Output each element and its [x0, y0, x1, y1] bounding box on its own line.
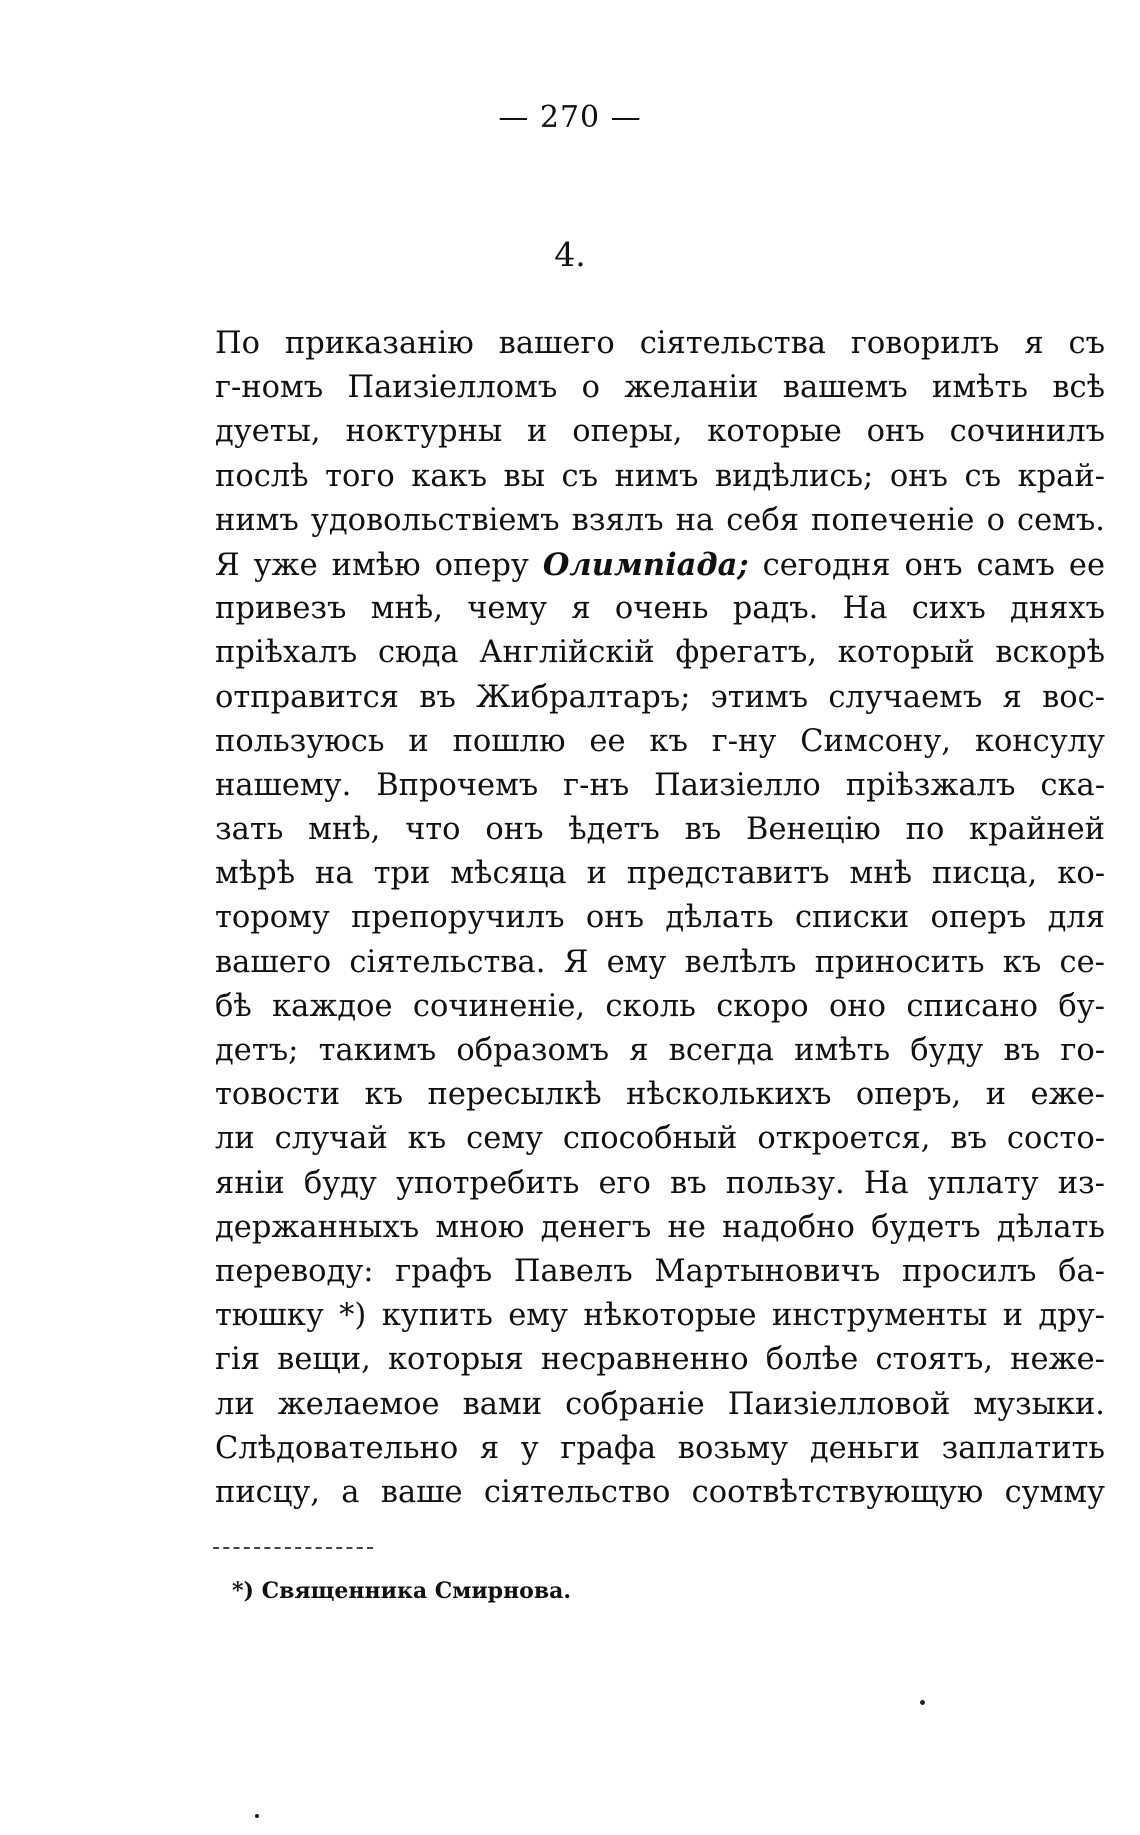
- page-number: — 270 —: [498, 100, 642, 135]
- text-line: привезъ мнѣ, чему я очень радъ. На сихъ дняхъ: [215, 591, 1105, 627]
- text-line: Слѣдовательно я у графа возьму деньги заплатить: [215, 1430, 1105, 1466]
- text-line: По приказанію вашего сіятельства говорилъ я съ: [215, 326, 1105, 361]
- text-line: ли желаемое вами собраніе Паизіелловой музыки.: [215, 1386, 1105, 1422]
- text-line: дуеты, ноктурны и оперы, которые онъ сочинилъ: [215, 414, 1105, 450]
- text-line: яніи буду употребить его въ пользу. На уплату из-: [215, 1165, 1105, 1201]
- body-text: [215, 322, 1105, 1515]
- text-line: вашего сіятельства. Я ему велѣлъ приносить къ се-: [215, 944, 1105, 980]
- text-line: тюшку *) купить ему нѣкоторые инструменты и дру-: [215, 1298, 1105, 1334]
- text-line: нашему. Впрочемъ г-нъ Паизіелло пріѣзжалъ ска-: [215, 767, 1105, 803]
- text-line: пріѣхалъ сюда Англійскій фрегатъ, который вскорѣ: [215, 635, 1105, 671]
- text-line: ли случай къ сему способный откроется, въ состо-: [215, 1121, 1105, 1157]
- footnote-separator: [213, 1547, 373, 1549]
- opera-title: Олимпіада;: [542, 546, 749, 583]
- text-line: мѣрѣ на три мѣсяца и представитъ мнѣ писца, ко-: [215, 856, 1105, 892]
- text-line: торому препоручилъ онъ дѣлать списки оперъ для: [215, 900, 1105, 936]
- text-line: писцу, а ваше сіятельство соотвѣтствующую сумму: [215, 1474, 1105, 1510]
- text-line: переводу: графъ Павелъ Мартыновичъ просилъ ба-: [215, 1253, 1105, 1289]
- text-line: держанныхъ мною денегъ не надобно будетъ дѣлать: [215, 1209, 1105, 1245]
- text-line: г-номъ Паизіелломъ о желаніи вашемъ имѣть всѣ: [215, 370, 1105, 406]
- text-line: отправится въ Жибралтаръ; этимъ случаемъ я вос-: [215, 679, 1105, 715]
- text-line: бѣ каждое сочиненіе, сколь скоро оно списано бу-: [215, 988, 1105, 1024]
- print-speck: [920, 1700, 925, 1705]
- text-line: гія вещи, которыя несравненно болѣе стоятъ, неже-: [215, 1342, 1105, 1378]
- text-line: детъ; такимъ образомъ я всегда имѣть буду въ го-: [215, 1033, 1105, 1068]
- letter-number: 4.: [554, 235, 586, 274]
- text-line: пользуюсь и пошлю ее къ г-ну Симсону, консулу: [215, 723, 1105, 759]
- text-line: товости къ пересылкѣ нѣсколькихъ оперъ, и еже-: [215, 1077, 1105, 1113]
- text-line: послѣ того какъ вы съ нимъ видѣлись; онъ съ край-: [215, 458, 1105, 494]
- text-line: нимъ удовольствіемъ взялъ на себя попеченіе о семъ.: [215, 502, 1105, 538]
- text-line: Я уже имѣю оперу Олимпіада; сегодня онъ самъ ее: [215, 546, 1105, 583]
- text-line: зать мнѣ, что онъ ѣдетъ въ Венецію по крайней: [215, 812, 1105, 848]
- print-speck: [255, 1814, 259, 1818]
- footnote: *) Священника Смирнова.: [232, 1578, 572, 1604]
